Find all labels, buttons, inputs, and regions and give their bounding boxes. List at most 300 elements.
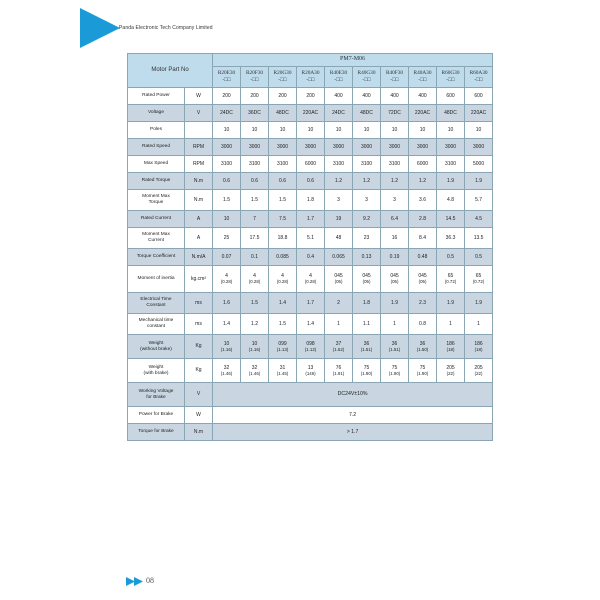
spec-value-cell <box>381 314 409 335</box>
row-label-text-2: (without brake) <box>140 346 172 352</box>
spec-row <box>128 293 493 314</box>
spec-value-cell <box>241 156 269 173</box>
spec-value-cell <box>297 156 325 173</box>
spec-value-cell <box>297 105 325 122</box>
spec-value-cell <box>381 88 409 105</box>
row-label-text: Weight <box>148 364 164 370</box>
row-unit: A <box>185 211 213 228</box>
spec-value-cell <box>213 156 241 173</box>
row-unit: N.m <box>185 173 213 190</box>
spec-value-cell <box>437 228 465 249</box>
model-suffix: -□□ <box>446 77 455 83</box>
model-name: R20E30 <box>217 70 236 77</box>
spec-value-cell <box>325 122 353 139</box>
spec-value-cell <box>465 249 493 266</box>
row-label-text-2: Constant <box>146 303 166 308</box>
spec-value-cell <box>353 359 381 383</box>
spec-value: 10 <box>475 126 482 133</box>
spec-value: 200 <box>222 92 231 99</box>
spec-value-cell <box>269 314 297 335</box>
spec-value: 36.3 <box>445 234 456 241</box>
model-name: R60G30 <box>441 70 460 77</box>
spec-value-cell <box>325 249 353 266</box>
spec-value-cell <box>325 335 353 359</box>
spec-value-cell <box>325 359 353 383</box>
spec-value-cell <box>213 249 241 266</box>
spec-value-cell <box>381 228 409 249</box>
spec-value: 220AC <box>414 109 431 116</box>
row-label-text: Mechanical time <box>138 318 174 324</box>
spec-value-cell <box>437 105 465 122</box>
spec-value: 186 <box>474 340 483 347</box>
spec-value-sub: (0.28) <box>276 279 289 285</box>
spec-value-cell <box>325 293 353 314</box>
spec-value-cell <box>353 139 381 156</box>
spec-value: 1.2 <box>251 320 258 327</box>
spec-value-cell <box>269 249 297 266</box>
spec-value-cell <box>409 105 437 122</box>
spec-value: 0.1 <box>251 253 258 260</box>
spec-value-cell <box>213 173 241 190</box>
spec-value: 1.5 <box>251 299 258 306</box>
spec-value-cell <box>353 156 381 173</box>
row-label-text: Torque for Brake <box>138 429 174 434</box>
row-label-text: Working Voltage <box>138 388 174 394</box>
model-header-cell <box>381 67 409 88</box>
row-label <box>128 88 185 105</box>
spec-value: 3 <box>393 196 396 203</box>
spec-value-sub: (1.46) <box>248 370 261 376</box>
spec-value: 18.8 <box>277 234 288 241</box>
brake-spec-row <box>128 383 493 407</box>
spec-value-cell <box>241 249 269 266</box>
spec-value-cell <box>297 266 325 293</box>
spec-value-cell <box>437 156 465 173</box>
spec-value-sub: (0.28) <box>304 279 317 285</box>
company-name: Panda Electronic Tech Company Limited <box>119 25 213 31</box>
row-label <box>128 314 185 335</box>
spec-value: 200 <box>306 92 315 99</box>
spec-value-cell <box>297 249 325 266</box>
model-name: R40G30 <box>357 70 376 77</box>
spec-value-cell <box>437 293 465 314</box>
spec-value: 4 <box>309 273 312 280</box>
model-suffix: -□□ <box>362 77 371 83</box>
spec-value: 36DC <box>248 109 261 116</box>
row-label <box>128 122 185 139</box>
spec-value-cell <box>409 122 437 139</box>
spec-value: 400 <box>418 92 427 99</box>
spec-value: 1 <box>337 320 340 327</box>
spec-value: 0.07 <box>221 253 232 260</box>
spec-value-cell <box>297 293 325 314</box>
spec-value: 6.4 <box>391 215 398 222</box>
row-unit: W <box>185 88 213 105</box>
spec-value-cell <box>437 139 465 156</box>
spec-value: 10 <box>335 126 342 133</box>
spec-value: 2 <box>337 299 340 306</box>
spec-value: 75 <box>419 364 426 371</box>
spec-value: 0.085 <box>276 253 289 260</box>
spec-value-cell <box>381 359 409 383</box>
spec-value-cell <box>213 228 241 249</box>
spec-value-cell <box>241 105 269 122</box>
spec-value: 220AC <box>302 109 319 116</box>
spec-value-cell <box>437 88 465 105</box>
row-label <box>128 424 185 441</box>
brake-value-cell: 7.2 <box>213 407 493 424</box>
spec-value-sub: (1.45) <box>276 370 289 376</box>
spec-value: 14.5 <box>445 215 456 222</box>
spec-value-cell <box>409 335 437 359</box>
model-suffix: -□□ <box>222 77 231 83</box>
spec-value: 3000 <box>276 143 289 150</box>
row-unit: N.m <box>185 424 213 441</box>
spec-value-cell <box>381 122 409 139</box>
spec-value: 19 <box>335 215 342 222</box>
spec-value: 4 <box>253 273 256 280</box>
spec-value-sub: (1.91) <box>332 370 345 376</box>
spec-value-cell <box>409 156 437 173</box>
spec-value: 76 <box>335 364 342 371</box>
model-header-cell <box>269 67 297 88</box>
spec-value: 24DC <box>332 109 345 116</box>
row-label-text: Electrical Time <box>140 297 172 303</box>
model-header-cell <box>437 67 465 88</box>
spec-value-cell <box>297 314 325 335</box>
spec-value-sub: (0.72) <box>444 279 457 285</box>
spec-value-cell <box>241 139 269 156</box>
row-unit: V <box>185 383 213 407</box>
spec-value: 23 <box>363 234 370 241</box>
spec-value: 31 <box>279 364 286 371</box>
spec-value-cell <box>353 314 381 335</box>
spec-value: 3100 <box>360 160 373 167</box>
spec-value-sub: (22) <box>474 370 483 376</box>
row-unit: ms <box>185 314 213 335</box>
model-name: R40A30 <box>413 70 432 77</box>
spec-value: 65 <box>475 273 482 280</box>
row-label-text: Rated Power <box>142 93 170 98</box>
spec-value-cell <box>297 335 325 359</box>
spec-value: 186 <box>446 340 455 347</box>
spec-value: 3100 <box>388 160 401 167</box>
spec-value-cell <box>353 88 381 105</box>
spec-value: 48DC <box>444 109 457 116</box>
spec-value-cell <box>437 335 465 359</box>
row-label-text: Moment of inertia <box>137 276 175 281</box>
row-label-text: Weight <box>148 340 164 346</box>
spec-value: 099 <box>278 340 287 347</box>
spec-value: 13 <box>307 364 314 371</box>
spec-value-cell <box>353 122 381 139</box>
spec-value: 1.2 <box>391 177 398 184</box>
spec-value-cell <box>437 266 465 293</box>
spec-value-cell <box>269 105 297 122</box>
spec-value-cell <box>353 249 381 266</box>
spec-value: 1.5 <box>279 196 286 203</box>
spec-value: 32 <box>223 364 230 371</box>
spec-value-cell <box>381 293 409 314</box>
spec-value-cell <box>409 266 437 293</box>
spec-value-cell <box>241 266 269 293</box>
spec-value-cell <box>213 335 241 359</box>
row-label-text: Poles <box>150 127 162 132</box>
spec-value-cell <box>437 122 465 139</box>
spec-value-cell <box>325 105 353 122</box>
spec-value: 48DC <box>360 109 373 116</box>
brake-value-cell: DC24V±10% <box>213 383 493 407</box>
company-logo-triangle-icon <box>80 8 120 48</box>
spec-value-cell <box>241 88 269 105</box>
spec-value: 17.5 <box>249 234 260 241</box>
spec-value: 1 <box>393 320 396 327</box>
spec-value-cell <box>465 122 493 139</box>
spec-row <box>128 335 493 359</box>
spec-value: 0.6 <box>251 177 258 184</box>
spec-value: 1.8 <box>363 299 370 306</box>
row-label-text: Torque Coefficient <box>136 254 176 259</box>
spec-value: 36 <box>363 340 370 347</box>
spec-value-cell <box>465 211 493 228</box>
row-unit <box>185 122 213 139</box>
spec-row <box>128 190 493 211</box>
spec-value-cell <box>297 211 325 228</box>
spec-value: 400 <box>362 92 371 99</box>
row-unit: RPM <box>185 156 213 173</box>
spec-value-sub: (0.28) <box>220 279 233 285</box>
spec-value: 3100 <box>276 160 289 167</box>
spec-value: 0.48 <box>417 253 428 260</box>
spec-value: 045 <box>418 273 427 280</box>
spec-value: 1.9 <box>475 299 483 306</box>
spec-value: 3000 <box>472 143 485 150</box>
row-unit: RPM <box>185 139 213 156</box>
spec-value-cell <box>297 228 325 249</box>
spec-value-sub: (0.28) <box>248 279 261 285</box>
spec-value: 3 <box>365 196 368 203</box>
spec-value: 36 <box>419 340 426 347</box>
spec-value-cell <box>465 105 493 122</box>
spec-value: 5000 <box>472 160 485 167</box>
spec-value: 1.2 <box>419 177 426 184</box>
model-name: R20G30 <box>273 70 292 77</box>
spec-value: 200 <box>278 92 287 99</box>
brake-spec-row <box>128 407 493 424</box>
spec-value: 25 <box>223 234 230 241</box>
spec-value: 220AC <box>470 109 487 116</box>
spec-value: 72DC <box>388 109 401 116</box>
spec-value-cell <box>409 173 437 190</box>
row-label-text-2: Torque <box>148 200 164 205</box>
row-label <box>128 266 185 293</box>
spec-value: 600 <box>474 92 483 99</box>
spec-value-cell <box>465 293 493 314</box>
spec-value-cell <box>437 173 465 190</box>
row-label-text-2: for Brake <box>146 394 166 400</box>
row-label-text: Power for Brake <box>138 412 174 417</box>
spec-value-sub: (1.51) <box>360 346 373 352</box>
spec-value: 10 <box>223 126 230 133</box>
row-label-text: Rated Speed <box>141 144 170 149</box>
spec-row <box>128 266 493 293</box>
spec-value: 1.2 <box>335 177 342 184</box>
spec-value-cell <box>213 359 241 383</box>
spec-value: 3000 <box>388 143 401 150</box>
model-header-cell <box>465 67 493 88</box>
row-unit: A <box>185 228 213 249</box>
spec-value-cell <box>325 190 353 211</box>
spec-value: 10 <box>307 126 314 133</box>
row-label-text: Rated Current <box>140 216 172 221</box>
spec-value-sub: (0.72) <box>472 279 485 285</box>
spec-value-cell <box>213 88 241 105</box>
spec-value: 400 <box>334 92 343 99</box>
spec-value: 37 <box>335 340 342 347</box>
spec-value-cell <box>409 249 437 266</box>
spec-value-cell <box>241 293 269 314</box>
model-suffix: -□□ <box>390 77 399 83</box>
spec-value: 205 <box>474 364 483 371</box>
row-label <box>128 249 185 266</box>
spec-row <box>128 105 493 122</box>
spec-value-cell <box>381 139 409 156</box>
spec-value: 0.19 <box>389 253 400 260</box>
spec-value-cell <box>241 190 269 211</box>
spec-value: 3000 <box>248 143 261 150</box>
model-suffix: -□□ <box>418 77 427 83</box>
spec-value-cell <box>325 228 353 249</box>
spec-value-cell <box>409 228 437 249</box>
spec-value-cell <box>381 335 409 359</box>
spec-value-sub: (1.51) <box>388 346 401 352</box>
spec-value: 4.5 <box>475 215 483 222</box>
spec-value: 32 <box>251 364 258 371</box>
spec-row <box>128 249 493 266</box>
spec-value: 10 <box>419 126 426 133</box>
row-unit: Kg <box>185 359 213 383</box>
spec-value-cell <box>213 105 241 122</box>
row-label <box>128 383 185 407</box>
spec-value-cell <box>465 359 493 383</box>
spec-value: 1.2 <box>363 177 370 184</box>
model-name: R40F30 <box>385 70 404 77</box>
spec-value-cell <box>465 156 493 173</box>
spec-value-cell <box>325 156 353 173</box>
spec-value-cell <box>409 314 437 335</box>
spec-value: 9.2 <box>363 215 370 222</box>
spec-value: 400 <box>390 92 399 99</box>
spec-value-cell <box>409 293 437 314</box>
spec-value: 0.065 <box>332 253 345 260</box>
spec-value-cell <box>437 314 465 335</box>
spec-value-sub: (05) <box>334 279 343 285</box>
spec-value: 3.6 <box>419 196 426 203</box>
spec-value-sub: (1.50) <box>416 346 429 352</box>
spec-value-sub: (1.13) <box>276 346 289 352</box>
spec-value-cell <box>325 139 353 156</box>
spec-value-sub: (18) <box>446 346 455 352</box>
spec-value-cell <box>297 139 325 156</box>
spec-value-cell <box>353 105 381 122</box>
spec-value: 0.4 <box>307 253 314 260</box>
spec-value-cell <box>213 266 241 293</box>
spec-row <box>128 156 493 173</box>
spec-value-cell <box>269 156 297 173</box>
spec-value: 045 <box>362 273 371 280</box>
motor-spec-table <box>127 53 493 441</box>
spec-value: 10 <box>223 215 230 222</box>
row-label <box>128 293 185 314</box>
spec-value: 1.7 <box>307 215 314 222</box>
spec-value: 1.9 <box>391 299 398 306</box>
row-unit: N.m <box>185 190 213 211</box>
spec-value: 3000 <box>444 143 457 150</box>
spec-value-sub: (1.16) <box>220 346 233 352</box>
spec-value: 045 <box>390 273 399 280</box>
spec-value-cell <box>269 266 297 293</box>
row-label-text-2: Current <box>148 238 164 243</box>
brake-value-cell: > 1.7 <box>213 424 493 441</box>
model-header-cell <box>409 67 437 88</box>
spec-value: 8.4 <box>419 234 426 241</box>
spec-value: 3100 <box>248 160 261 167</box>
series-header: PM7-M06 <box>213 54 493 67</box>
spec-value-sub: (1.90) <box>360 370 373 376</box>
spec-value: 1.6 <box>223 299 230 306</box>
spec-row <box>128 359 493 383</box>
row-label-text-2: (with brake) <box>143 370 169 376</box>
spec-value-cell <box>353 173 381 190</box>
spec-value-cell <box>381 156 409 173</box>
row-unit: Kg <box>185 335 213 359</box>
spec-value: 1 <box>477 320 480 327</box>
model-name: R40E30 <box>329 70 348 77</box>
spec-value-cell <box>241 359 269 383</box>
spec-value: 10 <box>251 340 258 347</box>
spec-value-cell <box>325 88 353 105</box>
spec-value: 48DC <box>276 109 289 116</box>
spec-value: 045 <box>334 273 343 280</box>
spec-row <box>128 211 493 228</box>
spec-value-sub: (1.46) <box>220 370 233 376</box>
spec-value: 36 <box>391 340 398 347</box>
spec-value-sub: (1.12) <box>304 346 317 352</box>
spec-value-cell <box>381 211 409 228</box>
model-suffix: -□□ <box>278 77 287 83</box>
spec-value: 205 <box>446 364 455 371</box>
spec-value: 1.9 <box>475 177 483 184</box>
row-label <box>128 190 185 211</box>
spec-value-cell <box>353 228 381 249</box>
brake-spec-row <box>128 424 493 441</box>
spec-value: 3100 <box>444 160 457 167</box>
spec-value-cell <box>241 228 269 249</box>
spec-value-cell <box>465 139 493 156</box>
spec-value-cell <box>353 211 381 228</box>
spec-value-sub: (18) <box>474 346 483 352</box>
spec-value: 0.5 <box>475 253 483 260</box>
spec-value: 1.4 <box>279 299 286 306</box>
spec-value-cell <box>381 266 409 293</box>
spec-value-sub: (05) <box>418 279 427 285</box>
row-unit: V <box>185 105 213 122</box>
spec-value-cell <box>465 228 493 249</box>
row-label <box>128 156 185 173</box>
row-label-text: Max Speed <box>143 161 169 166</box>
spec-value: 10 <box>279 126 286 133</box>
spec-value-sub: (146) <box>305 370 316 376</box>
